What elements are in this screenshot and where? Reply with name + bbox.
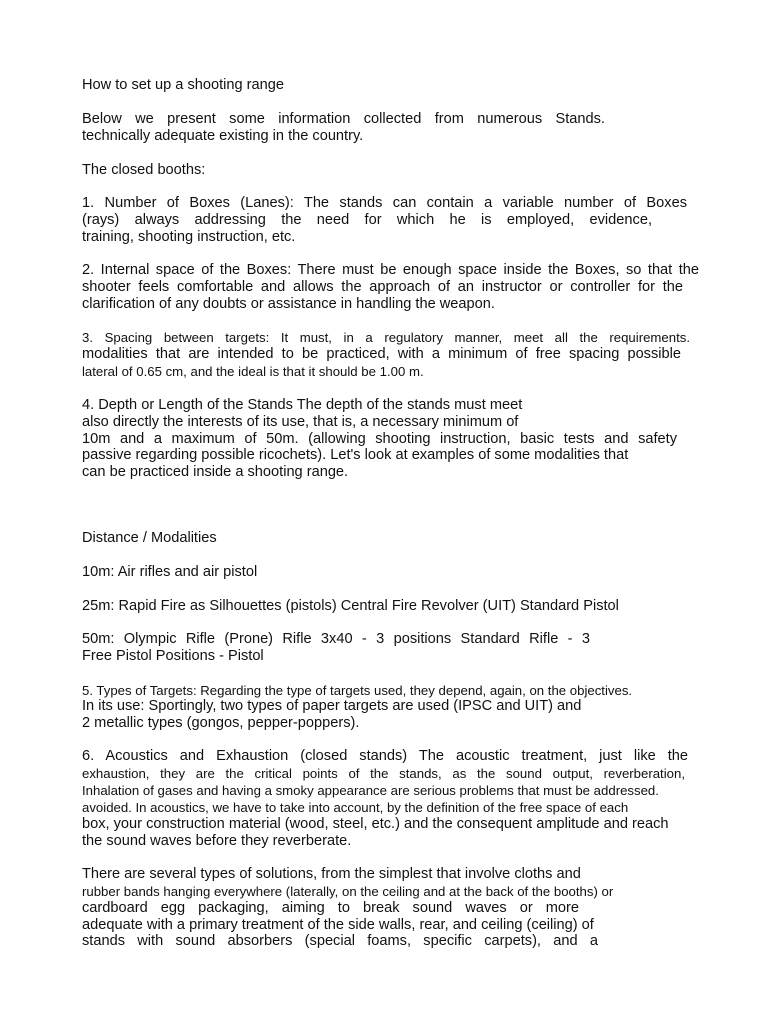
item5-line-2: In its use: Sportingly, two types of paper targets are used (IPSC and UIT) and xyxy=(82,698,582,714)
item2-line-1: 2. Internal space of the Boxes: There must be enough space inside the Boxes, so that the xyxy=(82,262,699,278)
item3-line-3: lateral of 0.65 cm, and the ideal is that it should be 1.00 m. xyxy=(82,364,424,379)
item2-line-3: clarification of any doubts or assistance in handling the weapon. xyxy=(82,296,495,312)
item5-line-1: 5. Types of Targets: Regarding the type of targets used, they depend, again, on the objectives. xyxy=(82,683,633,698)
distance-modalities-heading: Distance / Modalities xyxy=(82,530,217,546)
item6-line-3: Inhalation of gases and having a smoky appearance are serious problems that must be addressed. xyxy=(82,783,659,798)
item3-line-2: modalities that are intended to be practiced, with a minimum of free spacing possible xyxy=(82,346,681,362)
item6-line-6: the sound waves before they reverberate. xyxy=(82,833,352,849)
closed-booths-heading: The closed booths: xyxy=(82,162,206,178)
solutions-line-2: rubber bands hanging everywhere (laterally, on the ceiling and at the back of the booths) or xyxy=(82,884,614,899)
solutions-line-1: There are several types of solutions, from the simplest that involve cloths and xyxy=(82,866,581,882)
solutions-line-3: cardboard egg packaging, aiming to break sound waves or more xyxy=(82,900,579,916)
distance-10m: 10m: Air rifles and air pistol xyxy=(82,564,258,580)
item6-line-4: avoided. In acoustics, we have to take into account, by the definition of the free space of each xyxy=(82,800,629,815)
distance-50m-line-1: 50m: Olympic Rifle (Prone) Rifle 3x40 - 3 positions Standard Rifle - 3 xyxy=(82,631,590,647)
document-title: How to set up a shooting range xyxy=(82,77,285,93)
item4-line-3: 10m and a maximum of 50m. (allowing shooting instruction, basic tests and safety xyxy=(82,431,677,447)
item4-line-2: also directly the interests of its use, that is, a necessary minimum of xyxy=(82,414,519,430)
distance-25m: 25m: Rapid Fire as Silhouettes (pistols) Central Fire Revolver (UIT) Standard Pistol xyxy=(82,598,619,614)
item4-line-4: passive regarding possible ricochets). Let's look at examples of some modalities that xyxy=(82,447,629,463)
item1-line-2: (rays) always addressing the need for which he is employed, evidence, xyxy=(82,212,652,228)
solutions-line-4: adequate with a primary treatment of the side walls, rear, and ceiling (ceiling) of xyxy=(82,917,594,933)
item1-line-3: training, shooting instruction, etc. xyxy=(82,229,296,245)
intro-line-2: technically adequate existing in the country. xyxy=(82,128,364,144)
item4-line-1: 4. Depth or Length of the Stands The depth of the stands must meet xyxy=(82,397,523,413)
distance-50m-line-2: Free Pistol Positions - Pistol xyxy=(82,648,264,664)
item4-line-5: can be practiced inside a shooting range. xyxy=(82,464,349,480)
item6-line-5: box, your construction material (wood, steel, etc.) and the consequent amplitude and reach xyxy=(82,816,669,832)
item5-line-3: 2 metallic types (gongos, pepper-poppers). xyxy=(82,715,360,731)
item6-line-1: 6. Acoustics and Exhaustion (closed stands) The acoustic treatment, just like the xyxy=(82,748,688,764)
intro-line-1: Below we present some information collected from numerous Stands. xyxy=(82,111,605,127)
item3-line-1: 3. Spacing between targets: It must, in a regulatory manner, meet all the requirements. xyxy=(82,330,690,345)
item2-line-2: shooter feels comfortable and allows the approach of an instructor or controller for the xyxy=(82,279,683,295)
solutions-line-5: stands with sound absorbers (special foams, specific carpets), and a xyxy=(82,933,598,949)
item1-line-1: 1. Number of Boxes (Lanes): The stands can contain a variable number of Boxes xyxy=(82,195,687,211)
item6-line-2: exhaustion, they are the critical points of the stands, as the sound output, reverberation, xyxy=(82,766,685,781)
